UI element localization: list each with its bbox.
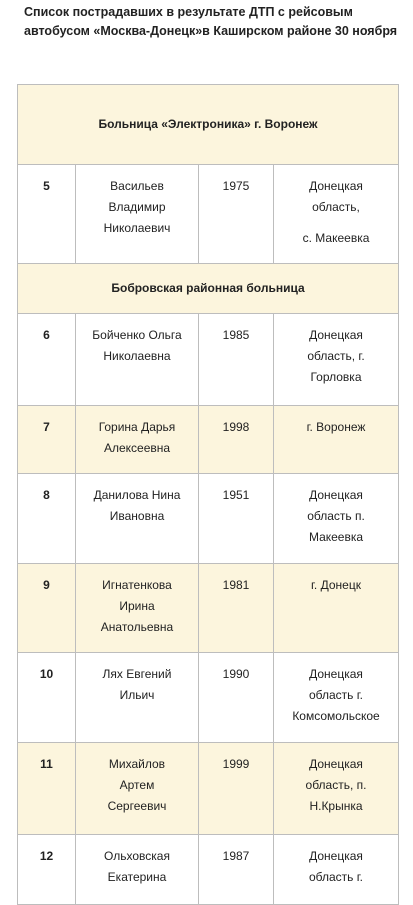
- residence-line: Н.Крынка: [309, 799, 363, 813]
- residence-line: Донецкая: [309, 488, 363, 502]
- row-number: 5: [18, 165, 76, 264]
- residence-line: Донецкая: [309, 667, 363, 681]
- section-title-electronika: Больница «Электроника» г. Воронеж: [18, 85, 399, 165]
- residence-cell: [274, 474, 399, 564]
- birth-year-cell: 1981: [199, 564, 274, 653]
- residence-line: область, г.: [307, 349, 365, 363]
- residence-cell: [274, 406, 399, 474]
- residence-line: область, п.: [305, 778, 367, 792]
- table-row: [18, 564, 399, 653]
- residence-line: область п.: [307, 509, 365, 523]
- residence-line: г. Воронеж: [306, 420, 366, 434]
- row-number: 8: [18, 474, 76, 564]
- residence-line: область,: [312, 200, 360, 214]
- full-name-line: Ирина: [119, 599, 155, 613]
- birth-year-cell: 1990: [199, 653, 274, 743]
- full-name-line: Сергеевич: [107, 799, 167, 813]
- full-name-line: Екатерина: [107, 870, 167, 884]
- row-number: 12: [18, 835, 76, 905]
- birth-year-cell: 1985: [199, 314, 274, 406]
- section-row: [18, 264, 399, 314]
- victims-table: [17, 84, 399, 905]
- residence-line: Донецкая: [309, 757, 363, 771]
- full-name-cell: [76, 165, 199, 264]
- table-row: [18, 743, 399, 835]
- page-title: Список пострадавших в результате ДТП с рейсовым автобусом «Москва-Донецк»в Каширском районе 30 ноября: [24, 5, 398, 38]
- full-name-cell: [76, 835, 199, 905]
- table-row: [18, 406, 399, 474]
- full-name-line: Николаевна: [103, 349, 171, 363]
- full-name-line: Горина Дарья: [98, 420, 176, 434]
- full-name-line: Ильич: [119, 688, 155, 702]
- full-name-line: Васильев: [110, 179, 164, 193]
- full-name-line: Алексеевна: [103, 441, 171, 455]
- residence-line: Макеевка: [308, 530, 364, 544]
- table-row: [18, 653, 399, 743]
- full-name-cell: [76, 653, 199, 743]
- birth-year-cell: 1987: [199, 835, 274, 905]
- full-name-line: Ольховская: [104, 849, 170, 863]
- full-name-line: Лях Евгений: [102, 667, 172, 681]
- residence-line: область г.: [308, 688, 363, 702]
- residence-cell: [274, 743, 399, 835]
- row-number: 10: [18, 653, 76, 743]
- table-row: [18, 165, 399, 264]
- table-row: [18, 314, 399, 406]
- residence-line: с. Макеевка: [302, 231, 370, 245]
- residence-cell: [274, 653, 399, 743]
- full-name-cell: [76, 474, 199, 564]
- section-title-bobrov: Бобровская районная больница: [18, 264, 399, 314]
- table-row: [18, 474, 399, 564]
- full-name-line: Бойченко Ольга: [92, 328, 182, 342]
- table-row: [18, 835, 399, 905]
- full-name-line: Ивановна: [109, 509, 165, 523]
- residence-line: Донецкая: [309, 328, 363, 342]
- row-number: 7: [18, 406, 76, 474]
- full-name-line: Данилова Нина: [93, 488, 181, 502]
- full-name-cell: [76, 743, 199, 835]
- residence-cell: [274, 314, 399, 406]
- full-name-cell: [76, 406, 199, 474]
- birth-year-cell: 1999: [199, 743, 274, 835]
- residence-line: Донецкая: [309, 179, 363, 193]
- residence-cell: [274, 165, 399, 264]
- residence-line: Донецкая: [309, 849, 363, 863]
- residence-spacer: [280, 218, 392, 228]
- birth-year-cell: 1975: [199, 165, 274, 264]
- residence-line: г. Донецк: [311, 578, 361, 592]
- birth-year-cell: 1998: [199, 406, 274, 474]
- section-row: [18, 85, 399, 165]
- full-name-line: Николаевич: [103, 221, 171, 235]
- residence-line: Горловка: [310, 370, 362, 384]
- residence-cell: [274, 564, 399, 653]
- row-number: 6: [18, 314, 76, 406]
- full-name-line: Анатольевна: [100, 620, 174, 634]
- birth-year-cell: 1951: [199, 474, 274, 564]
- full-name-line: Михайлов: [108, 757, 166, 771]
- row-number: 11: [18, 743, 76, 835]
- full-name-cell: [76, 314, 199, 406]
- full-name-line: Владимир: [108, 200, 166, 214]
- row-number: 9: [18, 564, 76, 653]
- residence-cell: [274, 835, 399, 905]
- residence-line: Комсомольское: [292, 709, 380, 723]
- full-name-line: Игнатенкова: [102, 578, 172, 592]
- residence-line: область г.: [308, 870, 363, 884]
- full-name-line: Артем: [119, 778, 155, 792]
- full-name-cell: [76, 564, 199, 653]
